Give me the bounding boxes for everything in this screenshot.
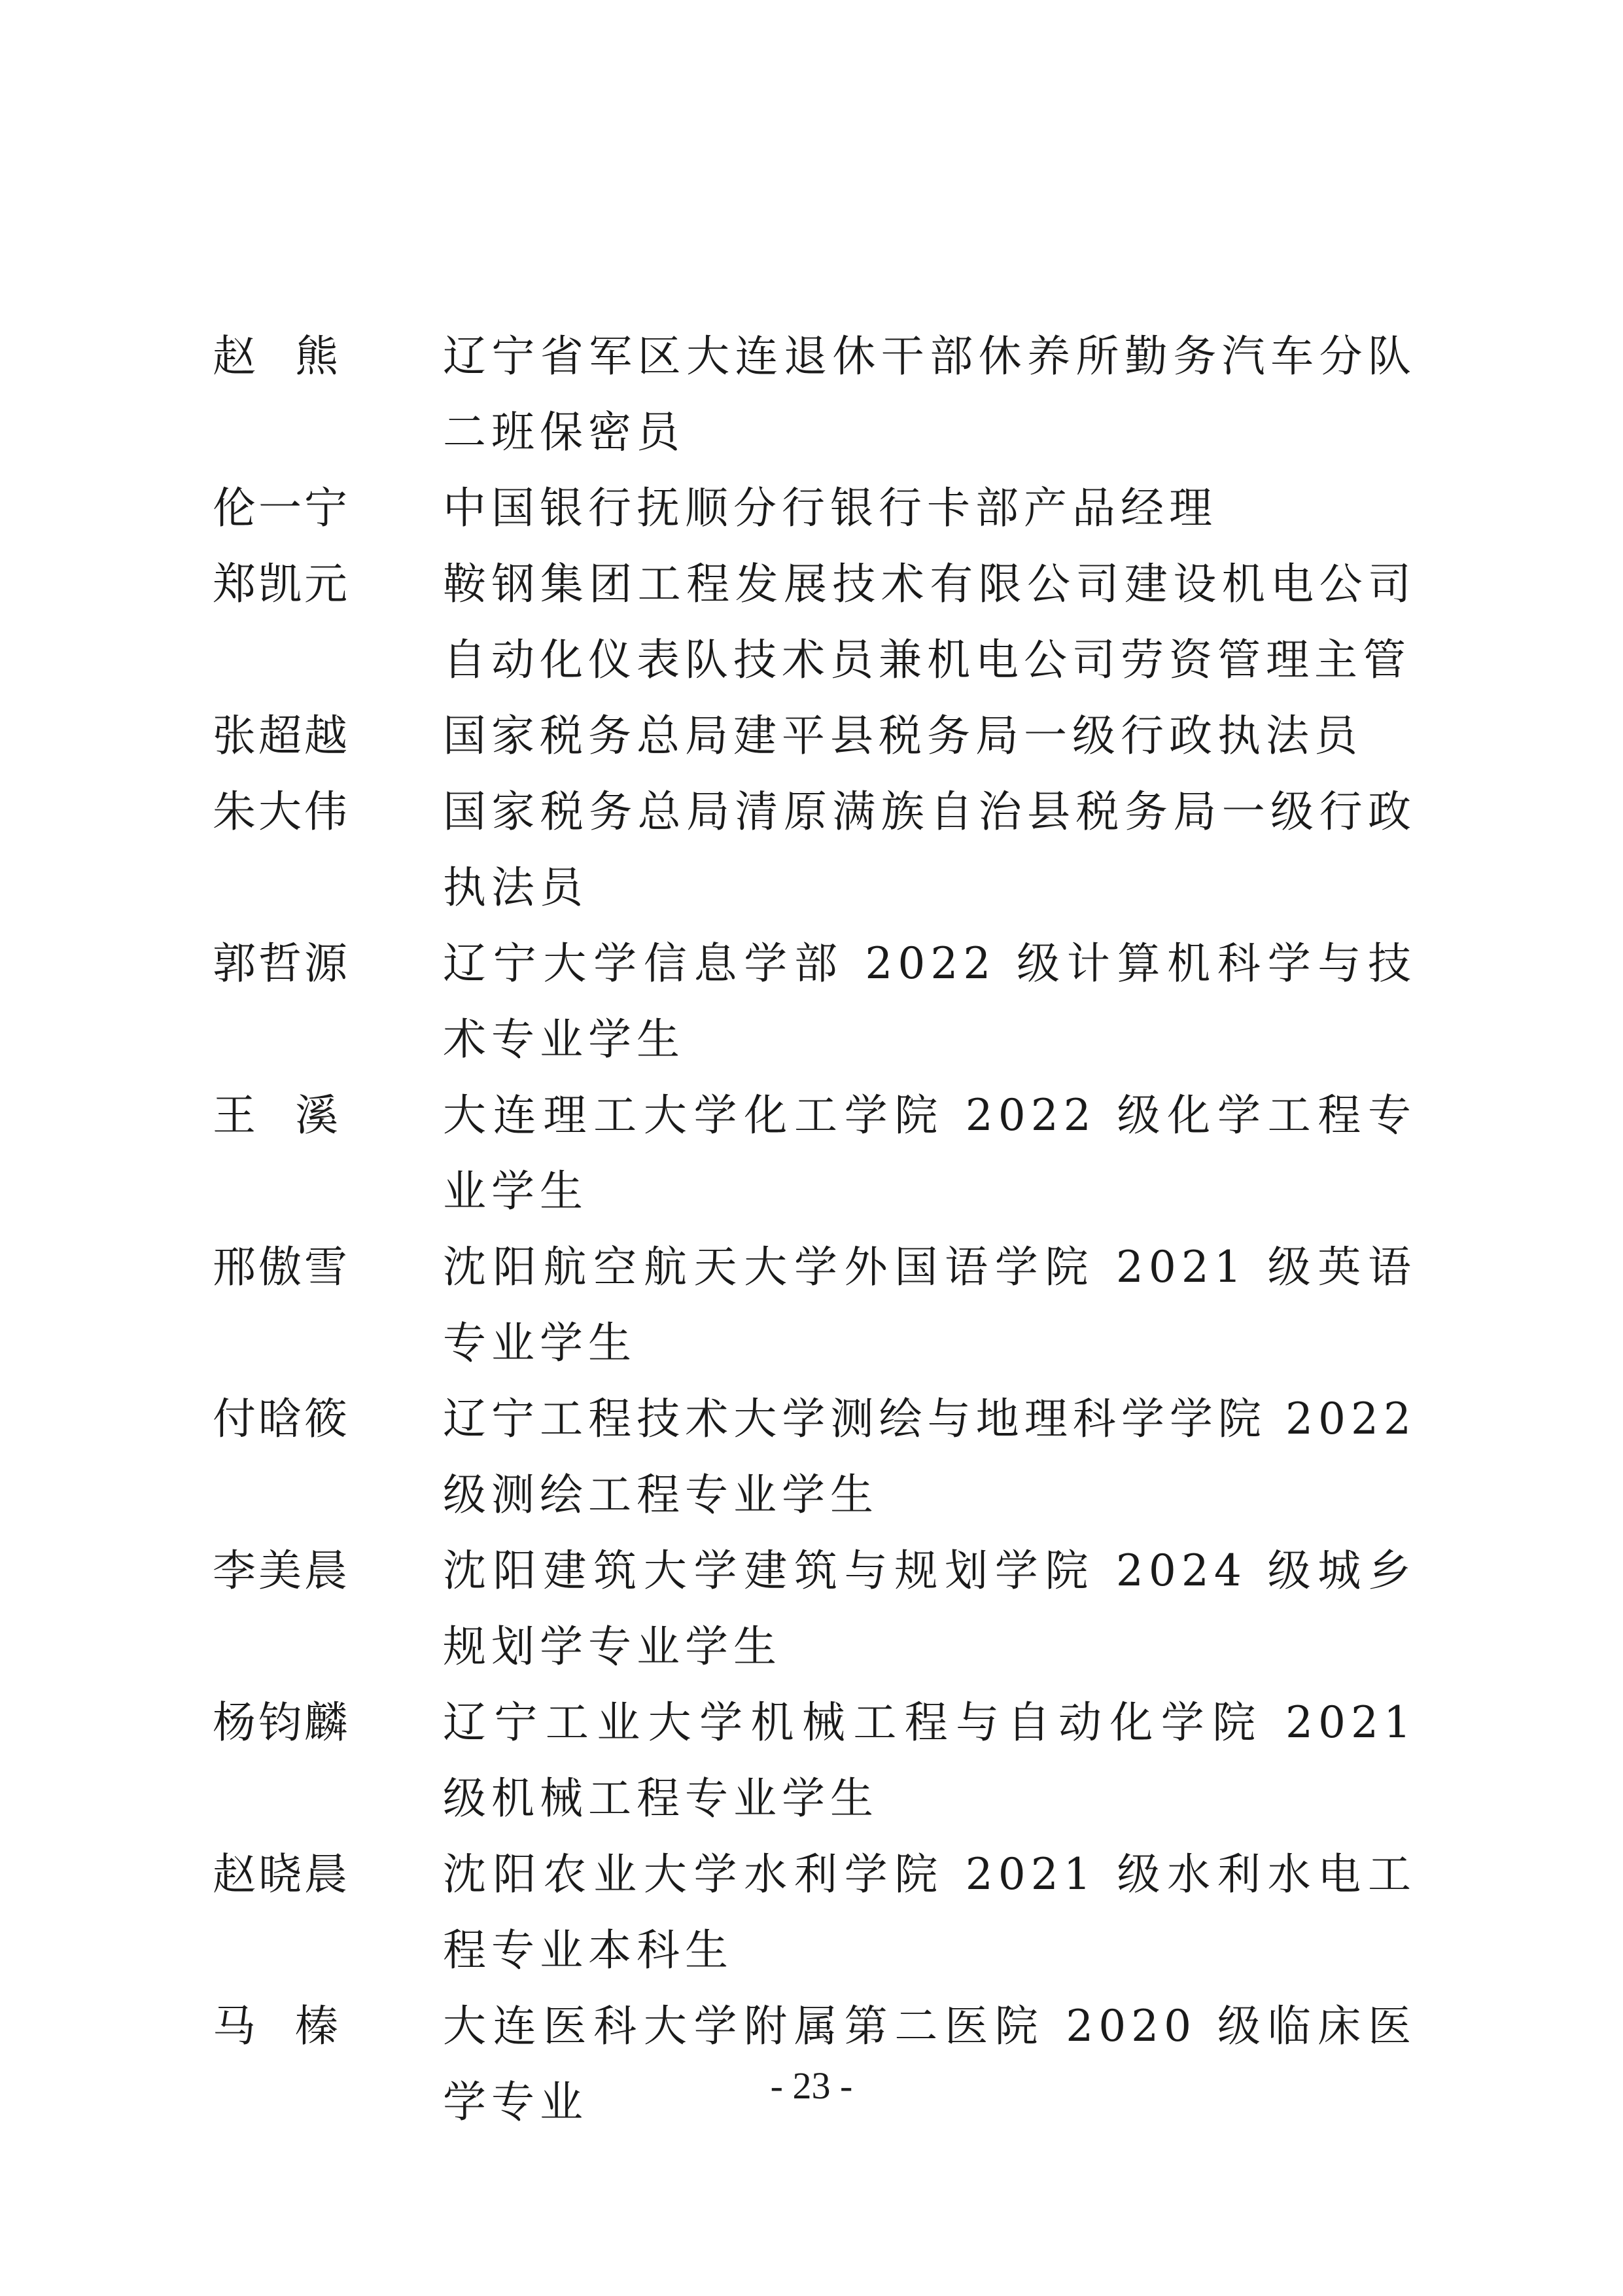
person-name: 李美晨 [213, 1545, 350, 1596]
person-name: 郭哲源 [213, 938, 350, 989]
page-number: - 23 - [770, 2064, 853, 2107]
list-item [213, 1685, 1416, 1837]
person-affiliation: 沈阳建筑大学建筑与规划学院 2024 级城乡规划学专业学生 [443, 1545, 1416, 1672]
name-list [213, 319, 1416, 2140]
person-name: 杨钧麟 [213, 1697, 350, 1748]
person-name: 郑凯元 [213, 559, 350, 609]
list-item [213, 470, 1416, 546]
list-item [213, 1533, 1416, 1685]
list-item [213, 1381, 1416, 1533]
name-char: 溪 [295, 1090, 338, 1140]
list-item [213, 319, 1416, 470]
person-affiliation: 辽宁省军区大连退休干部休养所勤务汽车分队二班保密员 [443, 331, 1416, 457]
person-affiliation: 中国银行抚顺分行银行卡部产品经理 [443, 483, 1217, 533]
name-char: 熊 [295, 331, 338, 381]
person-affiliation: 辽宁工业大学机械工程与自动化学院 2021 级机械工程专业学生 [443, 1697, 1416, 1824]
list-item [213, 1078, 1416, 1229]
list-item [213, 926, 1416, 1078]
person-affiliation: 大连理工大学化工学院 2022 级化学工程专业学生 [443, 1090, 1416, 1216]
name-char: 马 [213, 2001, 256, 2051]
person-affiliation: 辽宁大学信息学部 2022 级计算机科学与技术专业学生 [443, 938, 1416, 1065]
name-char: 赵 [213, 331, 256, 381]
person-name: 付晗筱 [213, 1394, 350, 1444]
person-name: 朱大伟 [213, 786, 350, 837]
list-item [213, 698, 1416, 774]
person-name: 张超越 [213, 711, 350, 761]
person-affiliation: 沈阳农业大学水利学院 2021 级水利水电工程专业本科生 [443, 1849, 1416, 1975]
person-affiliation: 辽宁工程技术大学测绘与地理科学学院 2022 级测绘工程专业学生 [443, 1394, 1416, 1520]
person-name [213, 1078, 338, 1154]
list-item [213, 774, 1416, 926]
person-name [213, 319, 338, 395]
person-name: 伦一宁 [213, 483, 350, 533]
person-affiliation: 沈阳航空航天大学外国语学院 2021 级英语专业学生 [443, 1242, 1416, 1368]
person-name [213, 1988, 338, 2064]
person-affiliation: 鞍钢集团工程发展技术有限公司建设机电公司自动化仪表队技术员兼机电公司劳资管理主管 [443, 559, 1416, 685]
person-name: 邢傲雪 [213, 1242, 350, 1292]
name-char: 榛 [295, 2001, 338, 2051]
person-affiliation: 大连医科大学附属第二医院 2020 级临床医学专业 [443, 2001, 1416, 2127]
name-char: 王 [213, 1090, 256, 1140]
list-item [213, 1229, 1416, 1381]
person-affiliation: 国家税务总局清原满族自治县税务局一级行政执法员 [443, 786, 1416, 913]
list-item [213, 546, 1416, 698]
person-affiliation: 国家税务总局建平县税务局一级行政执法员 [443, 711, 1363, 761]
person-name: 赵晓晨 [213, 1849, 350, 1899]
list-item [213, 1837, 1416, 1988]
